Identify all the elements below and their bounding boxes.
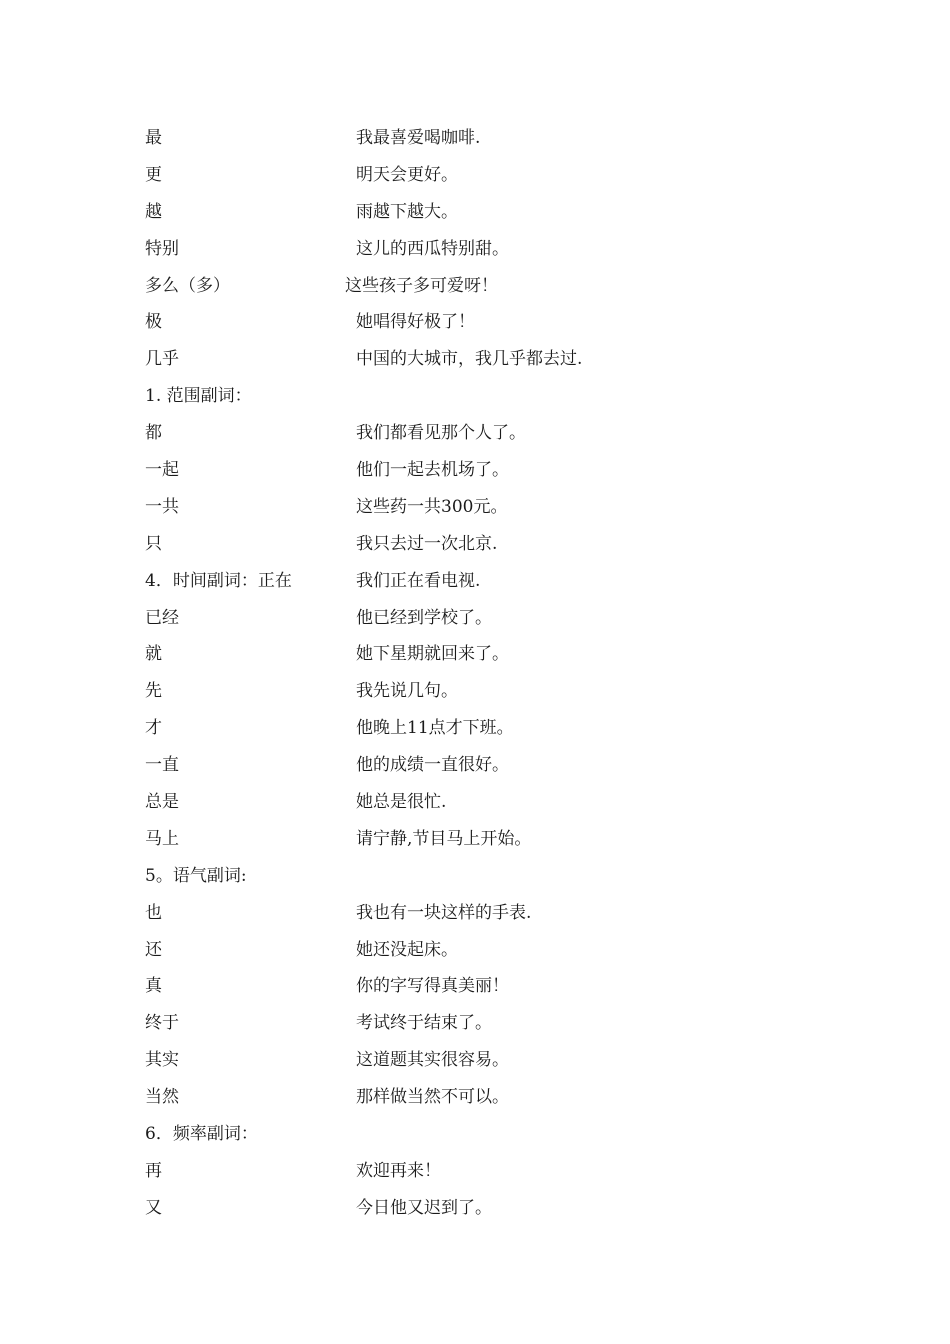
adverb-row: [145, 784, 845, 821]
example-sentence: 她唱得好极了！: [356, 312, 475, 333]
adverb-term: 几乎: [145, 349, 179, 370]
example-sentence: 我们都看见那个人了。: [356, 423, 526, 444]
example-sentence: 明天会更好。: [356, 164, 458, 185]
adverb-row: [145, 489, 845, 526]
adverb-row: [145, 341, 845, 378]
example-sentence: 他们一起去机场了。: [356, 460, 509, 481]
adverb-term: 只: [145, 533, 162, 554]
example-sentence: 中国的大城市，我几乎都去过.: [356, 349, 583, 370]
example-sentence: 雨越下越大。: [356, 201, 458, 222]
adverb-example-list: [145, 120, 845, 1227]
adverb-term: 再: [145, 1160, 162, 1181]
adverb-term: 极: [145, 312, 162, 333]
example-sentence: 我最喜爱喝咖啡.: [356, 128, 481, 148]
adverb-term: 越: [145, 201, 162, 222]
example-sentence: 请宁静,节目马上开始。: [356, 828, 532, 849]
adverb-term: 其实: [145, 1050, 179, 1071]
example-sentence: 我们正在看电视.: [356, 570, 481, 591]
adverb-row: [145, 157, 845, 194]
adverb-term: 又: [145, 1197, 162, 1218]
adverb-term: 才: [145, 718, 162, 739]
adverb-term: 也: [145, 902, 162, 923]
adverb-row: [145, 1005, 845, 1042]
section-heading: 5。语气副词:: [145, 865, 247, 886]
adverb-term: 更: [145, 164, 162, 185]
example-sentence: 这道题其实很容易。: [356, 1050, 509, 1071]
example-sentence: 今日他又迟到了。: [356, 1197, 492, 1218]
example-sentence: 欢迎再来！: [356, 1160, 441, 1181]
section-heading-row: [145, 378, 845, 415]
example-sentence: 你的字写得真美丽！: [356, 976, 509, 997]
adverb-row: [145, 452, 845, 489]
adverb-term: 一直: [145, 755, 179, 776]
adverb-row: [145, 636, 845, 673]
adverb-term: 一起: [145, 460, 179, 481]
adverb-row: [145, 304, 845, 341]
adverb-row: [145, 415, 845, 452]
example-sentence: 那样做当然不可以。: [356, 1087, 509, 1108]
example-sentence: 他晚上11点才下班。: [356, 718, 514, 739]
adverb-term: 就: [145, 644, 162, 665]
adverb-row: [145, 747, 845, 784]
adverb-term: 特别: [145, 238, 179, 259]
adverb-term: 多么（多）: [145, 275, 230, 296]
adverb-row: [145, 673, 845, 710]
adverb-row: [145, 1079, 845, 1116]
adverb-term: 已经: [145, 607, 179, 628]
example-sentence: 她总是很忙.: [356, 792, 447, 813]
adverb-row: [145, 1153, 845, 1190]
adverb-row: [145, 895, 845, 932]
adverb-term: 一共: [145, 496, 179, 517]
adverb-row: [145, 710, 845, 747]
adverb-term: 马上: [145, 828, 179, 849]
adverb-row: [145, 932, 845, 969]
example-sentence: 我只去过一次北京.: [356, 533, 498, 554]
adverb-term: 都: [145, 423, 162, 444]
adverb-row: [145, 268, 845, 305]
example-sentence: 考试终于结束了。: [356, 1013, 492, 1034]
adverb-term: 还: [145, 939, 162, 960]
adverb-row: [145, 968, 845, 1005]
adverb-term: 终于: [145, 1013, 179, 1034]
adverb-row: [145, 194, 845, 231]
adverb-row: [145, 600, 845, 637]
example-sentence: 他已经到学校了。: [356, 607, 492, 628]
adverb-row: [145, 563, 845, 600]
section-heading: 6．频率副词：: [145, 1124, 258, 1145]
section-heading: 1. 范围副词：: [145, 386, 252, 407]
section-heading-row: [145, 1116, 845, 1153]
example-sentence: 她下星期就回来了。: [356, 644, 509, 665]
adverb-row: [145, 1042, 845, 1079]
example-sentence: 这些药一共300元。: [356, 496, 508, 517]
adverb-term: 先: [145, 681, 162, 702]
example-sentence: 他的成绩一直很好。: [356, 755, 509, 776]
adverb-row: [145, 231, 845, 268]
example-sentence: 我也有一块这样的手表.: [356, 902, 532, 923]
adverb-term: 当然: [145, 1087, 179, 1108]
adverb-row: [145, 821, 845, 858]
adverb-row: [145, 1190, 845, 1227]
adverb-row: [145, 120, 845, 157]
example-sentence: 这些孩子多可爱呀！: [345, 275, 498, 296]
example-sentence: 这儿的西瓜特别甜。: [356, 238, 509, 259]
adverb-term: 总是: [145, 792, 179, 813]
adverb-term: 4．时间副词：正在: [145, 570, 292, 591]
section-heading-row: [145, 858, 845, 895]
adverb-term: 真: [145, 976, 162, 997]
example-sentence: 我先说几句。: [356, 681, 458, 702]
example-sentence: 她还没起床。: [356, 939, 458, 960]
adverb-term: 最: [145, 128, 162, 148]
adverb-row: [145, 526, 845, 563]
